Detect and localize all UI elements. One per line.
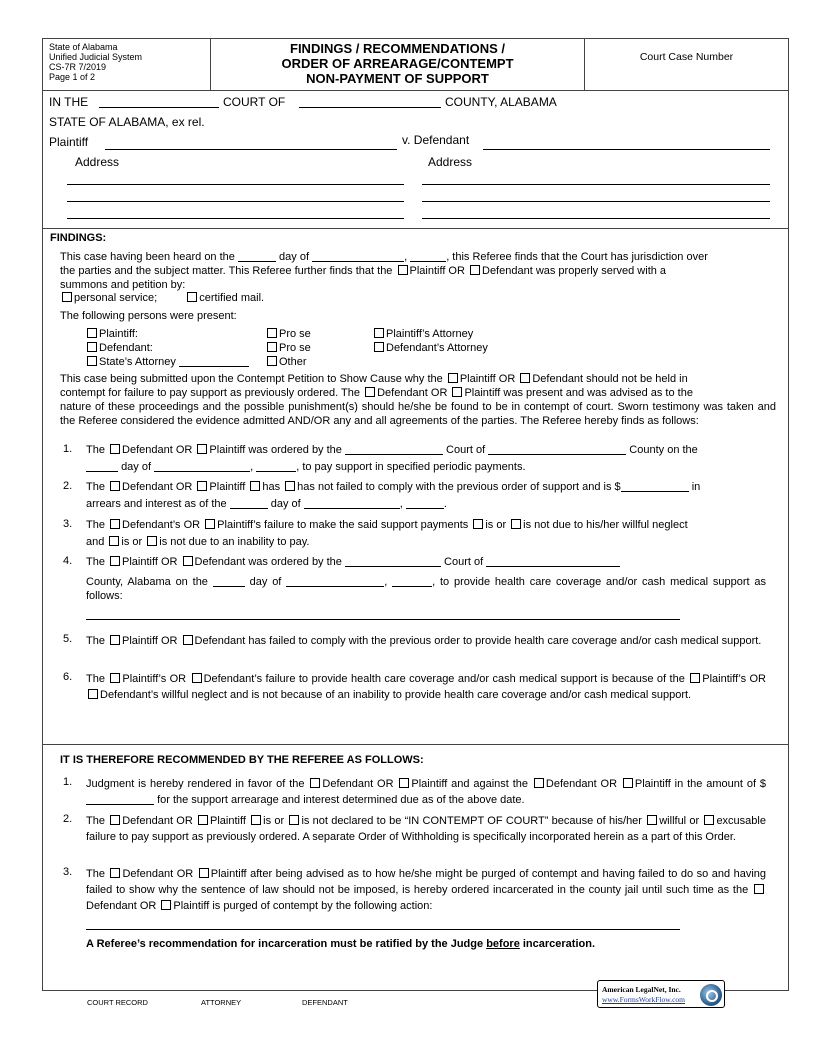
item5-defendant-checkbox[interactable] — [183, 635, 193, 645]
item2-plaintiff-checkbox[interactable] — [197, 481, 207, 491]
page-number: Page 1 of 2 — [49, 72, 96, 82]
item4-plaintiff-checkbox[interactable] — [110, 556, 120, 566]
rec1-amount-line[interactable] — [86, 795, 154, 805]
county-label: COUNTY, ALABAMA — [445, 95, 557, 109]
plaintiff-pro-se-checkbox[interactable] — [267, 328, 277, 338]
item2-has-checkbox[interactable] — [250, 481, 260, 491]
item1-year-line[interactable] — [256, 462, 296, 472]
defendant-copy-label: DEFENDANT — [302, 998, 348, 1007]
item2-defendant-checkbox[interactable] — [110, 481, 120, 491]
rec1-against-plaintiff-checkbox[interactable] — [623, 778, 633, 788]
finding-item-6: The Plaintiff’s OR Defendant’s failure to provide health care coverage and/or cash medical support is because of the Plaintiff’s OR Defendant’s willful neglect and is not because of an inability to provide health care coverage and/or cash medical support. — [86, 673, 766, 701]
publisher-name: American LegalNet, Inc. — [602, 985, 681, 994]
personal-service-checkbox[interactable] — [62, 292, 72, 302]
item4-year-line[interactable] — [392, 577, 432, 587]
item2-day-line[interactable] — [230, 499, 268, 509]
court-of-label: COURT OF — [223, 95, 286, 109]
court-case-number-label: Court Case Number — [639, 51, 734, 63]
item5-plaintiff-checkbox[interactable] — [110, 635, 120, 645]
hearing-day-line[interactable] — [238, 252, 276, 262]
recommendations-heading: IT IS THEREFORE RECOMMENDED BY THE REFEREE AS FOLLOWS: — [60, 754, 424, 766]
item1-defendant-checkbox[interactable] — [110, 444, 120, 454]
title-line-2: ORDER OF ARREARAGE/CONTEMPT — [281, 56, 514, 71]
item3-is-not-checkbox[interactable] — [511, 519, 521, 529]
rec3-defendant-checkbox[interactable] — [110, 868, 120, 878]
form-frame — [42, 38, 789, 991]
state-name: State of Alabama — [49, 42, 118, 52]
plaintiff-name-line[interactable] — [105, 149, 397, 150]
service-method: personal service; certified mail. — [60, 291, 264, 305]
rec3-plaintiff-checkbox[interactable] — [199, 868, 209, 878]
hearing-month-line[interactable] — [312, 252, 404, 262]
court-name-line[interactable] — [299, 107, 441, 108]
item3-inability-is-not-checkbox[interactable] — [147, 536, 157, 546]
contempt-paragraph-rest: nature of these proceedings and the possible punishment(s) should he/she be found to be in contempt of court. Sworn testimony was taken and the Referee considered the evidence admitted AND/OR any and all agreements of the parties. The Referee hereby finds as follows: — [60, 401, 776, 427]
plaintiff-address-line-1[interactable] — [67, 184, 404, 185]
rec3-purge-action-line[interactable] — [86, 929, 680, 930]
defendant-label: v. Defendant — [402, 133, 470, 147]
rec1-against-defendant-checkbox[interactable] — [534, 778, 544, 788]
form-identification — [43, 39, 211, 90]
item4-month-line[interactable] — [286, 577, 384, 587]
item4-county-line[interactable] — [486, 557, 620, 567]
item2-has-not-checkbox[interactable] — [285, 481, 295, 491]
defendant-pro-se-checkbox[interactable] — [267, 342, 277, 352]
item3-defendant-checkbox[interactable] — [110, 519, 120, 529]
present-state-attorney-label: State’s Attorney — [99, 356, 176, 368]
show-cause-plaintiff-checkbox[interactable] — [448, 373, 458, 383]
plaintiff-address-line-2[interactable] — [67, 201, 404, 202]
summons-label: summons and petition by: — [60, 279, 186, 291]
item6-defendant-checkbox[interactable] — [192, 673, 202, 683]
court-case-number-box[interactable] — [585, 39, 788, 90]
rec2-is-checkbox[interactable] — [251, 815, 261, 825]
item1-day-line[interactable] — [86, 462, 118, 472]
item4-day-line[interactable] — [213, 577, 245, 587]
item2-amount-line[interactable] — [621, 482, 689, 492]
defendant-address-line-2[interactable] — [422, 201, 770, 202]
finding-item-3: The Defendant’s OR Plaintiff’s failure to make the said support payments is or is not due to his/her willful neglect — [86, 519, 688, 531]
item6-plaintiff-checkbox[interactable] — [110, 673, 120, 683]
title-line-3: NON-PAYMENT OF SUPPORT — [306, 71, 489, 86]
rec2-is-not-checkbox[interactable] — [289, 815, 299, 825]
system-name: Unified Judicial System — [49, 52, 143, 62]
item3-inability-is-checkbox[interactable] — [109, 536, 119, 546]
item4-court-line[interactable] — [345, 557, 441, 567]
rec2-excusable-checkbox[interactable] — [704, 815, 714, 825]
recommendation-item-3: The Defendant OR Plaintiff after being advised as to how he/she might be purged of contempt and having failed to do so and having failed to show why the sentence of law should not be imposed, is hereby ordered incarcerated in the county jail until such time as the Defendant OR Plaintiff is purged of contempt by the following action: — [86, 868, 766, 912]
recommendation-item-1: Judgment is hereby rendered in favor of the Defendant OR Plaintiff and against the Defendant OR Plaintiff in the amount of $ for the support arrearage and interest determined due as of the above date. — [86, 778, 766, 806]
rec3-purge-plaintiff-checkbox[interactable] — [161, 900, 171, 910]
defendant-address-line-1[interactable] — [422, 184, 770, 185]
served-defendant-checkbox[interactable] — [470, 265, 480, 275]
form-title — [211, 39, 585, 90]
defendant-address-label: Address — [428, 155, 473, 169]
present-defendant-or-checkbox[interactable] — [365, 387, 375, 397]
court-type-line[interactable] — [99, 107, 219, 108]
item1-court-line[interactable] — [345, 445, 443, 455]
item2-month-line[interactable] — [304, 499, 400, 509]
present-plaintiff-checkbox[interactable] — [87, 328, 97, 338]
plaintiffs-attorney-checkbox[interactable] — [374, 328, 384, 338]
recommendation-item-2: The Defendant OR Plaintiff is or is not declared to be “IN CONTEMPT OF COURT” because of his/her willful or excusable failure to pay support as previously ordered. A separate Order of Withholding is specifically incorporated herein as a part of this Order. — [86, 815, 766, 843]
hearing-year-line[interactable] — [410, 252, 446, 262]
state-ex-rel-label: STATE OF ALABAMA, ex rel. — [49, 115, 205, 129]
plaintiff-address-line-3[interactable] — [67, 218, 404, 219]
item6-plaintiffs-neglect-checkbox[interactable] — [690, 673, 700, 683]
present-state-attorney-checkbox[interactable] — [87, 356, 97, 366]
finding-item-2: The Defendant OR Plaintiff has has not failed to comply with the previous order of support and is $ in — [86, 481, 701, 493]
other-present-checkbox[interactable] — [267, 356, 277, 366]
item3-plaintiff-checkbox[interactable] — [205, 519, 215, 529]
finding-item-5: The Plaintiff OR Defendant has failed to comply with the previous order to provide health care coverage and/or cash medical support. — [86, 635, 762, 647]
item3-is-checkbox[interactable] — [473, 519, 483, 529]
findings-section: FINDINGS: This case having been heard on the day of , , this Referee finds that the Court has jurisdiction over the parties and the subject matter. This Referee further finds that the Plaintiff OR Defendant was properly served with a summons and petition by: personal service; certified mail. The following persons were present: Plaintiff: Defendant: State’s Attorney Pro se Pro se Other Plaintiff’s Attorney Defendant’s Attorney This case being submitted upon the Contempt Petition to Show Cause why the Plaintiff OR Defendant should not be held in contempt for failure to pay support as previously ordered. The Defendant OR Plaintiff was present and was advised as to the nature of these proceedings and the possible punishment(s) should he/she be found to be in contempt of court. Sworn testimony was taken and the Referee considered the evidence admitted AND/OR any and all agreements of the parties. The Referee hereby finds as follows: 1. The Defendant OR Plaintiff was ordered by the Court of County on the day of , , to pay support in specified periodic payments. 2. The Defendant OR Plaintiff has has not failed to comply with the previous order of support and is $ in arrears and interest as of the day of , . 3. The Defendant’s OR Plaintiff’s failure to make the said support payments is or is not due to his/her willful neglect and is or is not due to an inability to pay. 4. The Plaintiff OR Defendant was ordered by the Court of County, Alabama on the day of , , to provide health care coverage and/or cash medical support as follows: 5. The Plaintiff OR Defendant has failed to comply with the previous order to provide health care coverage and/or cash medical support. 6. The Plaintiff’s OR Defendant’s failure to provide health care coverage and/or cash medical support is because of the Plaintiff’s OR Defendant’s willful neglect and is not because of an inability to provide health care coverage and/or cash medical support. — [43, 229, 788, 745]
item2-year-line[interactable] — [406, 499, 444, 509]
in-the-label: IN THE — [49, 95, 89, 109]
present-defendant-checkbox[interactable] — [87, 342, 97, 352]
case-caption — [43, 91, 788, 229]
plaintiff-label: Plaintiff — [49, 135, 89, 149]
defendant-address-line-3[interactable] — [422, 218, 770, 219]
rec1-favor-plaintiff-checkbox[interactable] — [399, 778, 409, 788]
form-header — [43, 39, 788, 91]
finding-item-1: The Defendant OR Plaintiff was ordered by the Court of County on the — [86, 444, 698, 456]
findings-intro: This case having been heard on the day of , , this Referee finds that the Court has jurisdiction over — [60, 251, 708, 263]
item4-defendant-checkbox[interactable] — [183, 556, 193, 566]
certified-mail-checkbox[interactable] — [187, 292, 197, 302]
present-defendant-label: Defendant: — [99, 342, 153, 354]
item1-month-line[interactable] — [154, 462, 250, 472]
item6-defendants-neglect-checkbox[interactable] — [88, 689, 98, 699]
publisher-url[interactable]: www.FormsWorkFlow.com — [602, 995, 686, 1004]
present-plaintiff-or-checkbox[interactable] — [452, 387, 462, 397]
item4-support-terms-line[interactable] — [86, 619, 680, 620]
state-attorney-name-line[interactable] — [179, 357, 249, 367]
rec3-purge-defendant-checkbox[interactable] — [754, 884, 764, 894]
recommendations-section: IT IS THEREFORE RECOMMENDED BY THE REFEREE AS FOLLOWS: 1. Judgment is hereby rendered in favor of the Defendant OR Plaintiff and against the Defendant OR Plaintiff in the amount of $ for the support arrearage and interest determined due as of the above date. 2. The Defendant OR Plaintiff is or is not declared to be “IN CONTEMPT OF COURT” because of his/her willful or excusable failure to pay support as previously ordered. A separate Order of Withholding is specifically incorporated herein as a part of this Order. 3. The Defendant OR Plaintiff after being advised as to how he/she might be purged of contempt and having failed to do so and having failed to show why the sentence of law should not be imposed, is hereby ordered incarcerated in the county jail until such time as the Defendant OR Plaintiff is purged of contempt by the following action: A Referee’s recommendation for incarceration must be ratified by the Judge before incarceration. — [60, 754, 766, 950]
rec2-willful-checkbox[interactable] — [647, 815, 657, 825]
findings-served: the parties and the subject matter. This Referee further finds that the Plaintiff OR Defendant was properly served with a — [60, 265, 667, 277]
served-plaintiff-checkbox[interactable] — [398, 265, 408, 275]
plaintiff-address-label: Address — [75, 155, 120, 169]
rec2-defendant-checkbox[interactable] — [110, 815, 120, 825]
court-record-copy-label: COURT RECORD — [87, 998, 148, 1007]
defendants-attorney-checkbox[interactable] — [374, 342, 384, 352]
rec2-plaintiff-checkbox[interactable] — [198, 815, 208, 825]
finding-item-4: The Plaintiff OR Defendant was ordered by the Court of — [86, 555, 766, 569]
present-plaintiff-label: Plaintiff: — [99, 328, 138, 340]
title-line-1: FINDINGS / RECOMMENDATIONS / — [290, 41, 505, 56]
rec1-favor-defendant-checkbox[interactable] — [310, 778, 320, 788]
findings-heading: FINDINGS: — [50, 232, 107, 244]
globe-icon — [700, 984, 722, 1006]
persons-present-label: The following persons were present: — [60, 310, 237, 322]
contempt-paragraph-line-2: contempt for failure to pay support as previously ordered. The Defendant OR Plaintiff was present and was advised as to the — [60, 387, 693, 399]
defendant-name-line[interactable] — [483, 149, 770, 150]
show-cause-defendant-checkbox[interactable] — [520, 373, 530, 383]
form-number: CS-7R 7/2019 — [49, 62, 107, 72]
item1-county-line[interactable] — [488, 445, 626, 455]
publisher-logo[interactable] — [597, 980, 725, 1008]
contempt-paragraph-line-1: This case being submitted upon the Contempt Petition to Show Cause why the Plaintiff OR Defendant should not be held in — [60, 373, 688, 385]
incarceration-notice: A Referee’s recommendation for incarceration must be ratified by the Judge before incarceration. — [86, 938, 596, 950]
attorney-copy-label: ATTORNEY — [201, 998, 242, 1007]
item1-plaintiff-checkbox[interactable] — [197, 444, 207, 454]
